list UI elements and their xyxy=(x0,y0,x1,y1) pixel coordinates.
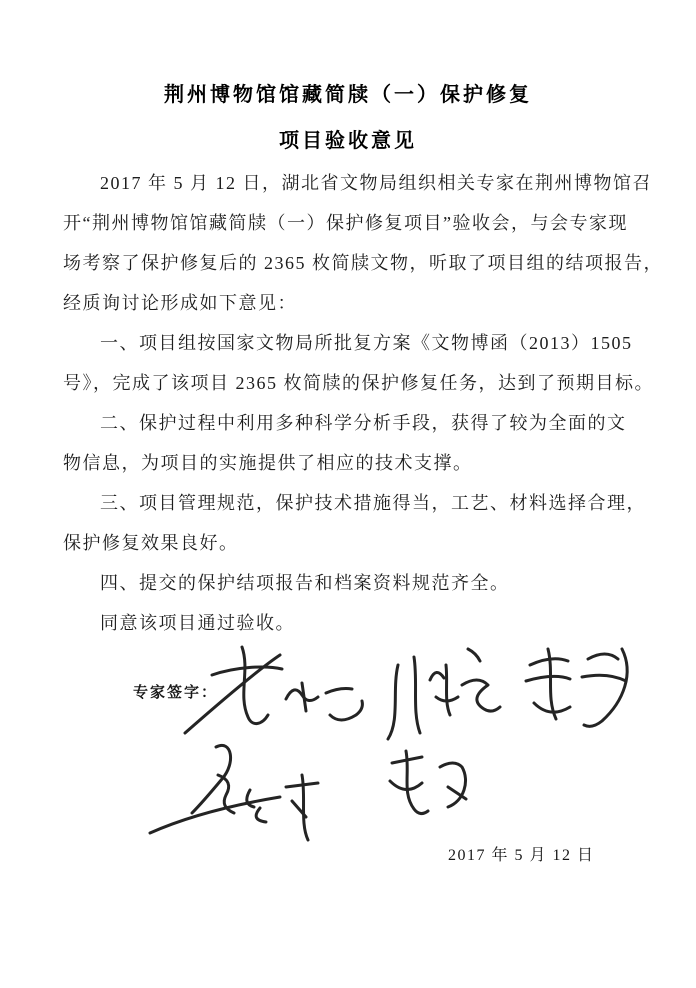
signature-2-handwriting xyxy=(388,649,500,739)
handwritten-signatures xyxy=(130,635,640,865)
body-line: 同意该项目通过验收。 xyxy=(100,613,295,633)
signature-4-handwriting xyxy=(150,745,318,840)
body-line: 二、保护过程中利用多种科学分析手段，获得了较为全面的文 xyxy=(100,413,627,433)
title-line-2: 项目验收意见 xyxy=(279,130,417,152)
body-line: 场考察了保护修复后的 2365 枚简牍文物，听取了项目组的结项报告， xyxy=(63,253,663,273)
document-body xyxy=(63,163,663,643)
document-title xyxy=(0,72,696,164)
body-line: 号》，完成了该项目 2365 枚简牍的保护修复任务，达到了预期目标。 xyxy=(63,373,654,393)
signature-1-handwriting xyxy=(185,647,362,733)
signature-5-handwriting xyxy=(390,751,466,814)
document-date: 2017 年 5 月 12 日 xyxy=(448,847,595,864)
body-line: 经质询讨论形成如下意见： xyxy=(63,293,297,313)
body-line: 四、提交的保护结项报告和档案资料规范齐全。 xyxy=(100,573,510,593)
body-line: 2017 年 5 月 12 日，湖北省文物局组织相关专家在荆州博物馆召 xyxy=(100,173,652,193)
body-line: 保护修复效果良好。 xyxy=(63,533,239,553)
body-line: 一、项目组按国家文物局所批复方案《文物博函（2013）1505 xyxy=(100,333,633,353)
body-line: 三、项目管理规范，保护技术措施得当，工艺、材料选择合理， xyxy=(100,493,646,513)
title-line-1: 荆州博物馆馆藏简牍（一）保护修复 xyxy=(164,84,532,106)
signature-3-handwriting xyxy=(526,649,627,726)
body-line: 开“荆州博物馆馆藏简牍（一）保护修复项目”验收会，与会专家现 xyxy=(63,213,628,233)
expert-signature-label: 专家签字： xyxy=(133,685,219,701)
body-line: 物信息，为项目的实施提供了相应的技术支撑。 xyxy=(63,453,473,473)
